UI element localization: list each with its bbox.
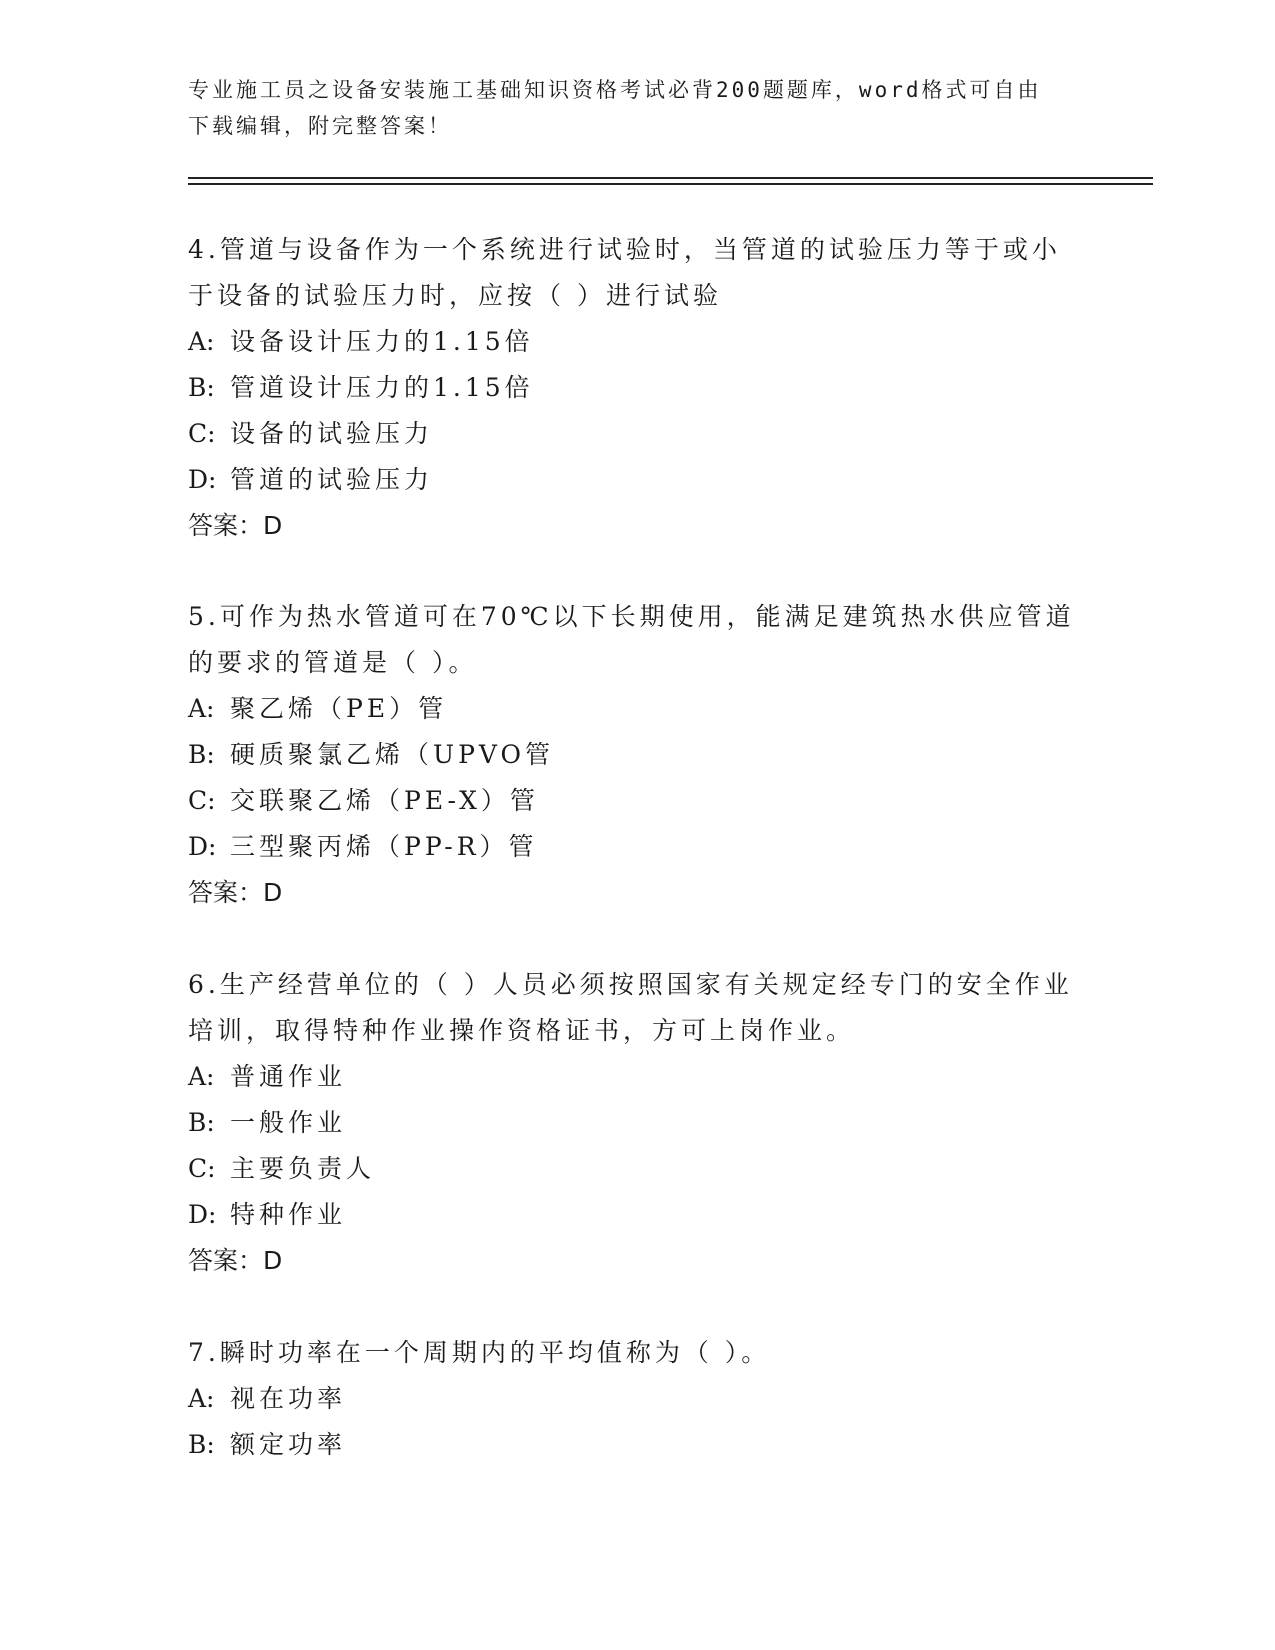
option-text: 额定功率 xyxy=(230,1430,347,1459)
option-text: 一般作业 xyxy=(230,1108,347,1137)
option-letter: C: xyxy=(188,786,216,815)
option-text: 设备设计压力的1.15倍 xyxy=(230,327,534,356)
option-b xyxy=(188,1100,1088,1146)
option-b xyxy=(188,732,1088,778)
option-text: 管道的试验压力 xyxy=(230,465,434,494)
option-d xyxy=(188,457,1088,503)
option-letter: B: xyxy=(188,740,215,769)
option-a xyxy=(188,1054,1088,1100)
option-a xyxy=(188,1376,1088,1422)
question-block xyxy=(188,594,1088,916)
option-letter: B: xyxy=(188,373,215,402)
option-text: 硬质聚氯乙烯（UPVO管 xyxy=(230,740,555,769)
document-intro xyxy=(188,72,1088,144)
option-letter: D: xyxy=(188,1200,217,1229)
option-text: 交联聚乙烯（PE-X）管 xyxy=(230,786,539,815)
question-stem: 4.管道与设备作为一个系统进行试验时，当管道的试验压力等于或小于设备的试验压力时，应按（ ）进行试验 xyxy=(188,235,1061,310)
header-divider-top xyxy=(188,177,1153,179)
option-c xyxy=(188,1146,1088,1192)
option-text: 设备的试验压力 xyxy=(230,419,434,448)
option-c xyxy=(188,778,1088,824)
question-stem: 5.可作为热水管道可在70℃以下长期使用，能满足建筑热水供应管道的要求的管道是（ ）。 xyxy=(188,602,1075,677)
option-text: 视在功率 xyxy=(230,1384,347,1413)
question-stem: 7.瞬时功率在一个周期内的平均值称为（ ）。 xyxy=(188,1338,771,1367)
option-text: 主要负责人 xyxy=(230,1154,376,1183)
question-stem: 6.生产经营单位的（ ）人员必须按照国家有关规定经专门的安全作业培训，取得特种作业操作资格证书，方可上岗作业。 xyxy=(188,970,1073,1045)
option-letter: A: xyxy=(188,1384,215,1413)
option-text: 特种作业 xyxy=(230,1200,347,1229)
option-c xyxy=(188,411,1088,457)
option-a xyxy=(188,686,1088,732)
question-block xyxy=(188,227,1088,549)
intro-line-2: 下载编辑，附完整答案！ xyxy=(188,114,452,138)
header-divider-bottom xyxy=(188,183,1153,185)
answer-line: 答案：D xyxy=(188,1246,283,1275)
question-block xyxy=(188,962,1088,1284)
option-letter: D: xyxy=(188,832,217,861)
answer-line: 答案：D xyxy=(188,878,283,907)
option-b xyxy=(188,1422,1088,1468)
question-block xyxy=(188,1330,1088,1468)
option-letter: B: xyxy=(188,1108,215,1137)
option-letter: C: xyxy=(188,1154,216,1183)
option-letter: D: xyxy=(188,465,217,494)
option-text: 三型聚丙烯（PP-R）管 xyxy=(230,832,538,861)
option-text: 普通作业 xyxy=(230,1062,347,1091)
option-d xyxy=(188,824,1088,870)
option-d xyxy=(188,1192,1088,1238)
option-a xyxy=(188,319,1088,365)
option-b xyxy=(188,365,1088,411)
option-letter: A: xyxy=(188,327,215,356)
option-letter: C: xyxy=(188,419,216,448)
option-text: 聚乙烯（PE）管 xyxy=(230,694,448,723)
option-letter: A: xyxy=(188,694,215,723)
option-letter: B: xyxy=(188,1430,215,1459)
option-text: 管道设计压力的1.15倍 xyxy=(230,373,534,402)
answer-line: 答案：D xyxy=(188,511,283,540)
intro-line-1: 专业施工员之设备安装施工基础知识资格考试必背200题题库，word格式可自由 xyxy=(188,78,1042,102)
option-letter: A: xyxy=(188,1062,215,1091)
